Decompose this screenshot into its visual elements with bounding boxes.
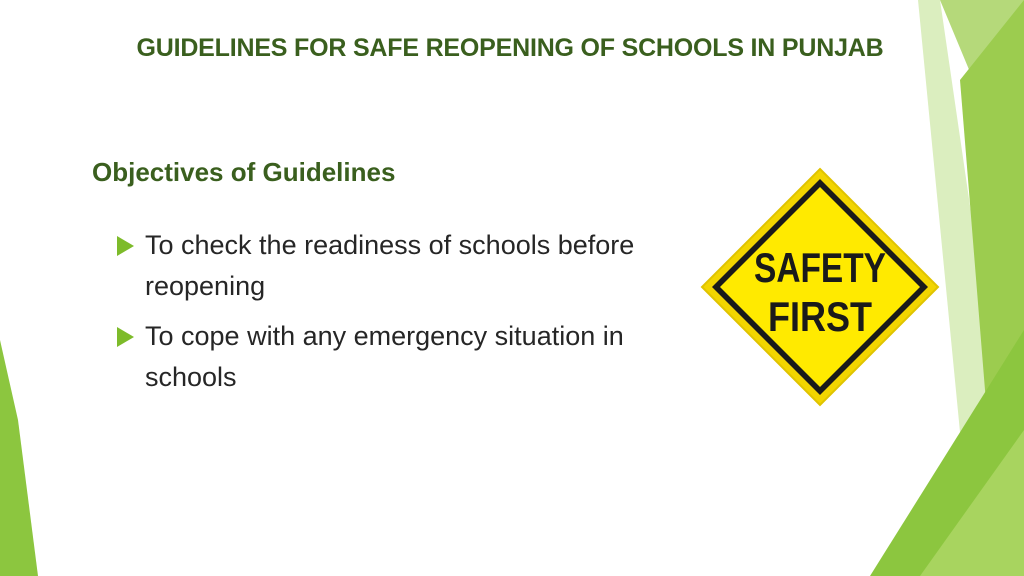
bullet-item	[117, 316, 697, 398]
bullet-item	[117, 225, 697, 307]
triangle-bullet-icon	[117, 236, 134, 256]
safety-first-sign-icon	[698, 165, 942, 409]
bullet-list	[117, 225, 697, 407]
left-green-sliver-shape	[0, 340, 38, 576]
bullet-text: To cope with any emergency situation in schools	[145, 321, 624, 392]
slide-title: GUIDELINES FOR SAFE REOPENING OF SCHOOLS IN PUNJAB	[136, 34, 884, 62]
section-heading: Objectives of Guidelines	[92, 157, 396, 187]
sign-text-line2: FIRST	[768, 293, 873, 340]
triangle-bullet-icon	[117, 327, 134, 347]
sign-text-line1: SAFETY	[754, 244, 886, 291]
bullet-text: To check the readiness of schools before reopening	[145, 230, 635, 301]
